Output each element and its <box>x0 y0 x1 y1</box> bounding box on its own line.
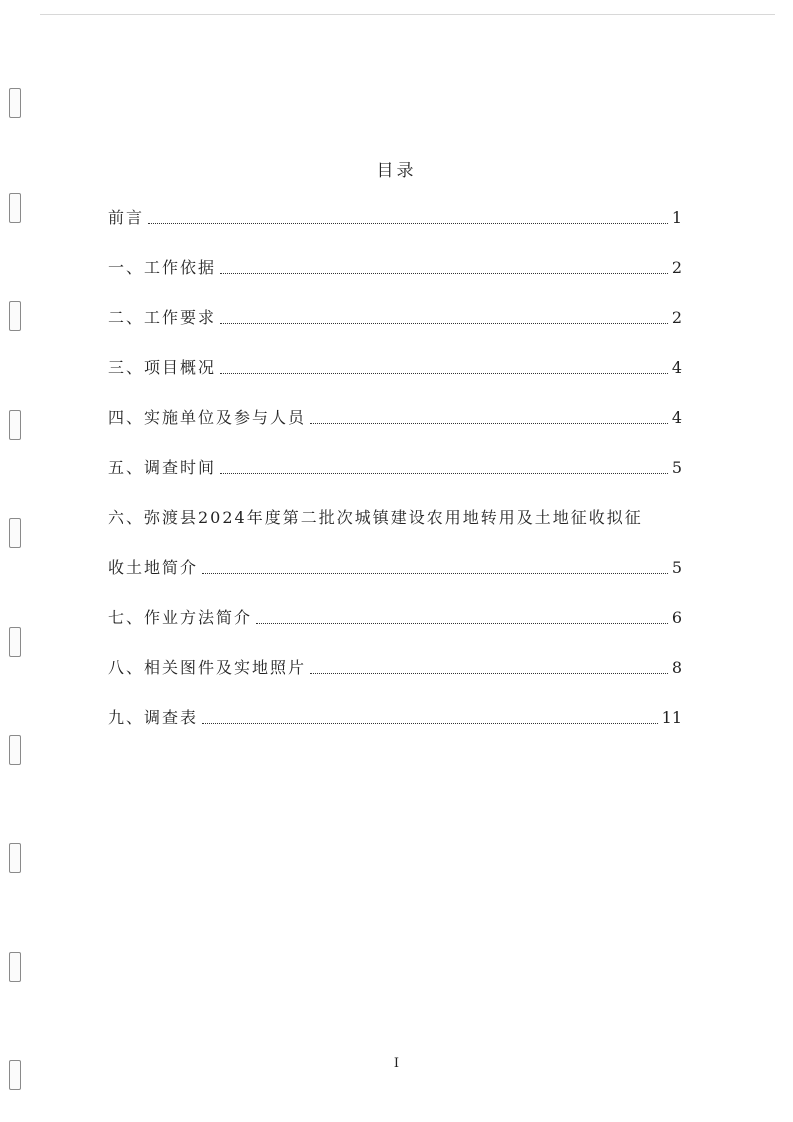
dot-leader <box>202 572 668 574</box>
toc-entry-label-continuation: 收土地简介 <box>108 558 199 577</box>
dot-leader <box>310 672 668 674</box>
binding-hole-mark <box>9 301 21 331</box>
toc-entry[interactable] <box>108 657 682 679</box>
binding-hole-mark <box>9 410 21 440</box>
binding-hole-mark <box>9 193 21 223</box>
toc-entry-label: 九、调查表 <box>108 708 199 727</box>
toc-entry-page: 1 <box>671 208 682 227</box>
toc-entry[interactable] <box>108 557 682 579</box>
binding-hole-mark <box>9 843 21 873</box>
toc-entry-label: 前言 <box>108 208 145 227</box>
toc-entry-page: 4 <box>671 358 682 377</box>
toc-entry[interactable] <box>108 357 682 379</box>
toc-entry-page: 2 <box>671 258 682 277</box>
toc-entry-page: 2 <box>671 308 682 327</box>
toc-entry-label: 四、实施单位及参与人员 <box>108 408 307 427</box>
toc-entry-page: 5 <box>671 458 682 477</box>
toc-entry[interactable] <box>108 207 682 229</box>
toc-entry-page: 11 <box>661 708 682 727</box>
toc-entry[interactable] <box>108 707 682 729</box>
toc-entry-label: 八、相关图件及实地照片 <box>108 658 307 677</box>
dot-leader <box>220 472 668 474</box>
binding-hole-mark <box>9 518 21 548</box>
toc-entry[interactable] <box>108 607 682 629</box>
toc-entry[interactable] <box>108 457 682 479</box>
binding-hole-mark <box>9 735 21 765</box>
page-number: I <box>393 1056 400 1071</box>
toc-entry-label-line1[interactable]: 六、弥渡县2024年度第二批次城镇建设农用地转用及土地征收拟征 <box>108 508 643 527</box>
toc-entry-page: 5 <box>671 558 682 577</box>
binding-hole-mark <box>9 88 21 118</box>
dot-leader <box>220 272 668 274</box>
toc-entry-label: 七、作业方法简介 <box>108 608 253 627</box>
dot-leader <box>256 622 668 624</box>
toc-entry-page: 8 <box>671 658 682 677</box>
toc-entry-label: 二、工作要求 <box>108 308 217 327</box>
toc-entry-label: 五、调查时间 <box>108 458 217 477</box>
toc-entry-page: 4 <box>671 408 682 427</box>
toc-entry-page: 6 <box>671 608 682 627</box>
binding-hole-mark <box>9 952 21 982</box>
toc-entry[interactable] <box>108 407 682 429</box>
dot-leader <box>202 722 658 724</box>
dot-leader <box>220 322 668 324</box>
toc-entry-label: 一、工作依据 <box>108 258 217 277</box>
toc-entry-label: 三、项目概况 <box>108 358 217 377</box>
toc-title: 目录 <box>376 161 417 181</box>
dot-leader <box>148 222 668 224</box>
dot-leader <box>310 422 668 424</box>
dot-leader <box>220 372 668 374</box>
top-divider <box>40 14 775 15</box>
toc-entry[interactable] <box>108 307 682 329</box>
binding-hole-mark <box>9 627 21 657</box>
toc-entry[interactable] <box>108 257 682 279</box>
